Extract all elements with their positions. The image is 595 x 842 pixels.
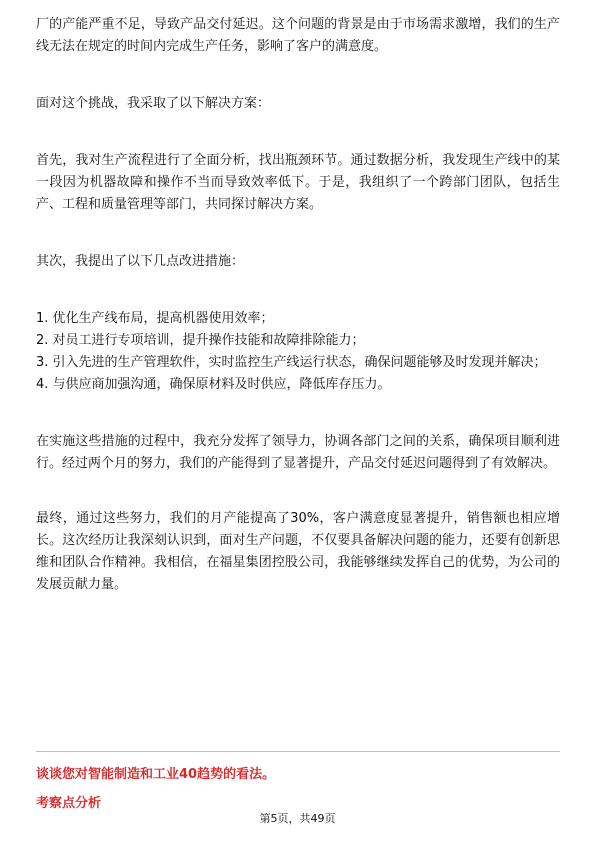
improvement-list <box>36 308 560 396</box>
list-item: 2. 对员工进行专项培训，提升操作技能和故障排除能力； <box>36 333 365 348</box>
section-divider <box>36 751 560 752</box>
paragraph-production-problem: 厂的产能严重不足，导致产品交付延迟。这个问题的背景是由于市场需求激增，我们的生产线无法在规定的时间内完成生产任务，影响了客户的满意度。 <box>36 17 560 54</box>
document-body <box>36 14 560 596</box>
list-item: 1. 优化生产线布局，提高机器使用效率； <box>36 311 274 326</box>
interview-question: 谈谈您对智能制造和工业40趋势的看法。 <box>36 767 276 782</box>
section-title: 考察点分析 <box>36 796 102 811</box>
paragraph-implementation: 在实施这些措施的过程中，我充分发挥了领导力，协调各部门之间的关系，确保项目顺利进行。经过两个月的努力，我们的产能得到了显著提升，产品交付延迟问题得到了有效解决。 <box>36 434 560 471</box>
paragraph-first-step: 首先，我对生产流程进行了全面分析，找出瓶颈环节。通过数据分析，我发现生产线中的某一段因为机器故障和操作不当而导致效率低下。于是，我组织了一个跨部门团队，包括生产、工程和质量管理等部门，共同探讨解决方案。 <box>36 153 560 212</box>
paragraph-solution-intro: 面对这个挑战，我采取了以下解决方案： <box>36 96 271 111</box>
paragraph-result: 最终，通过这些努力，我们的月产能提高了30%，客户满意度显著提升，销售额也相应增长。这次经历让我深刻认识到，面对生产问题，不仅要具备解决问题的能力，还要有创新思维和团队合作精神。我相信，在福星集团控股公司，我能够继续发挥自己的优势，为公司的发展贡献力量。 <box>36 511 560 592</box>
paragraph-second-step: 其次，我提出了以下几点改进措施： <box>36 254 245 269</box>
page-number: 第5页，共49页 <box>259 812 336 825</box>
list-item: 4. 与供应商加强沟通，确保原材料及时供应，降低库存压力。 <box>36 377 391 392</box>
list-item: 3. 引入先进的生产管理软件，实时监控生产线运行状态，确保问题能够及时发现并解决； <box>36 355 547 370</box>
